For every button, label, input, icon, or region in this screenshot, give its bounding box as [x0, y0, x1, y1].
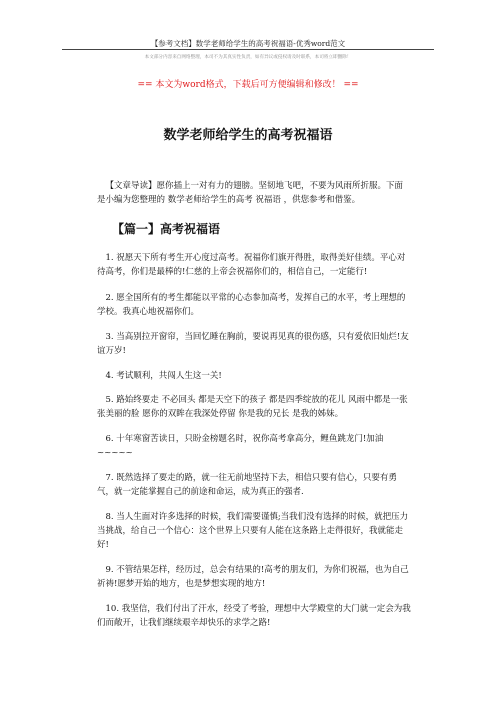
- blessing-paragraph-10: 10. 我坚信，我们付出了汗水，经受了考验，理想中大学殿堂的大门就一定会为我们而敞开，让我们继续艰辛却快乐的求学之路!: [97, 604, 411, 628]
- header-title: 【参考文档】数学老师给学生的高考祝福语-优秀word范文: [150, 39, 346, 48]
- intro-text: 【文章导读】愿你插上一对有力的翅膀。坚韧地飞吧，不要为风雨所折服。下面是小编为您整理的 数学老师给学生的高考 祝福语 ，供您参考和借鉴。: [97, 181, 404, 205]
- document-title: 数学老师给学生的高考祝福语: [163, 128, 333, 143]
- word-format-notice: == 本文为word格式，下载后可方便编辑和修改！ ==: [137, 80, 359, 90]
- section-heading: 【篇一】高考祝福语: [112, 222, 221, 236]
- blessing-paragraph-1: 1. 祝愿天下所有考生开心度过高考。祝福你们旗开得胜，取得美好佳绩。平心对待高考，你们是最棒的!仁慈的上帝会祝福你们的，相信自己，一定能行!: [97, 253, 406, 277]
- blessing-paragraph-9: 9. 不管结果怎样，经历过，总会有结果的!高考的朋友们，为你们祝福，也为自己祈祷!愿梦开始的地方，也是梦想实现的地方!: [97, 565, 409, 589]
- header-divider: [62, 49, 434, 50]
- blessing-paragraph-7: 7. 既然选择了要走的路，就一往无前地坚持下去，相信只要有信心，只要有勇气，就一定能掌握自己的前途和命运，成为真正的强者.: [97, 473, 397, 497]
- header-disclaimer: 本文部分内容来自网络整理，本司不为其真实性负责，如有异议或侵权请及时联系，本司将立即删除！: [144, 55, 352, 60]
- blessing-paragraph-5: 5. 路始终要走 不必回头 都是天空下的孩子 都是四季绽放的花儿 风雨中都是一张张美丽的脸 愿你的双眸在我深处停留 你是我的兄长 是我的姊妹。: [97, 395, 408, 419]
- blessing-paragraph-8: 8. 当人生面对许多选择的时候，我们需要谨慎;当我们没有选择的时候，就把压力当挑战，给自己一个信心：这个世界上只要有人能在这条路上走得很好，我就能走好!: [97, 512, 409, 550]
- intro-paragraph: [97, 179, 408, 207]
- blessing-paragraph-4: 4. 考试顺利，共闯人生这一关!: [105, 371, 222, 381]
- blessing-paragraph-2: 2. 愿全国所有的考生都能以平常的心态参加高考，发挥自己的水平，考上理想的学校。我真心地祝福你们。: [97, 293, 406, 317]
- blessing-paragraph-6: 6. 十年寒窗苦读日，只盼金榜题名时，祝你高考拿高分，鲤鱼跳龙门!加油~~~~~: [97, 434, 384, 458]
- blessing-paragraph-3: 3. 当高别拉开窗帘，当回忆睡在胸前，要说再见真的很伤感，只有爱依旧灿烂!友谊万岁!: [97, 332, 409, 356]
